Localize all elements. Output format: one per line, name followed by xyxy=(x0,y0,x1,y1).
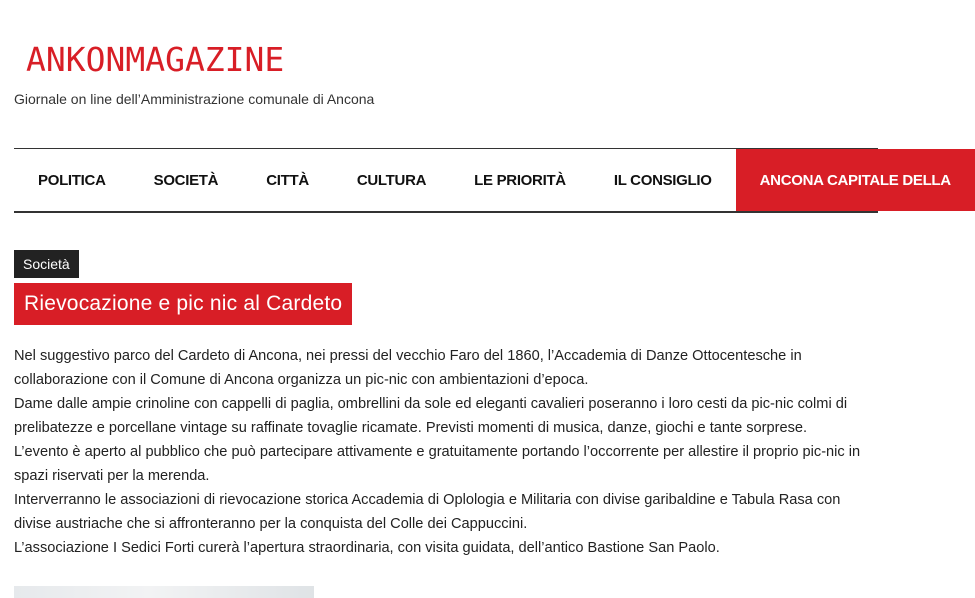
nav-item-politica[interactable]: POLITICA xyxy=(38,171,106,189)
main-navigation xyxy=(14,148,951,213)
category-badge[interactable]: Società xyxy=(14,250,79,278)
nav-item-ancona-capitale[interactable]: ANCONA CAPITALE DELLA xyxy=(736,149,975,211)
article-body xyxy=(14,344,866,560)
article-paragraph: Interverranno le associazioni di rievocazione storica Accademia di Oplologia e Militaria con divise garibaldine e Tabula Rasa con divise austriache che si affronteranno per la conquista del Colle dei Cappuccini. xyxy=(14,492,841,532)
site-tagline: Giornale on line dell’Amministrazione comunale di Ancona xyxy=(14,91,375,107)
article-paragraph: Dame dalle ampie crinoline con cappelli di paglia, ombrellini da sole ed eleganti cavalieri poseranno i loro cesti da pic-nic colmi di prelibatezze e porcellane vintage su raffinate tovaglie ricamate. Previsti momenti di musica, danze, giochi e tante sorprese. xyxy=(14,396,848,436)
nav-item-societa[interactable]: SOCIETÀ xyxy=(153,171,219,189)
nav-item-citta[interactable]: CITTÀ xyxy=(266,171,309,189)
article-paragraph: Nel suggestivo parco del Cardeto di Ancona, nei pressi del vecchio Faro del 1860, l’Accademia di Danze Ottocentesche in collaborazione con il Comune di Ancona organizza un pic-nic con ambientazioni d’epoca. xyxy=(14,348,802,388)
article-image xyxy=(14,586,314,598)
site-title-link[interactable]: ANKONMAGAZINE xyxy=(26,40,285,79)
nav-item-cultura[interactable]: CULTURA xyxy=(356,171,427,189)
article-paragraph: L’associazione I Sedici Forti curerà l’apertura straordinaria, con visita guidata, dell’antico Bastione San Paolo. xyxy=(14,540,720,556)
article-title: Rievocazione e pic nic al Cardeto xyxy=(14,283,352,325)
nav-item-il-consiglio[interactable]: IL CONSIGLIO xyxy=(613,171,712,189)
article-paragraph: L’evento è aperto al pubblico che può partecipare attivamente e gratuitamente portando l’occorrente per allestire il proprio pic-nic in spazi riservati per la merenda. xyxy=(14,444,861,484)
nav-item-le-priorita[interactable]: LE PRIORITÀ xyxy=(474,171,566,189)
